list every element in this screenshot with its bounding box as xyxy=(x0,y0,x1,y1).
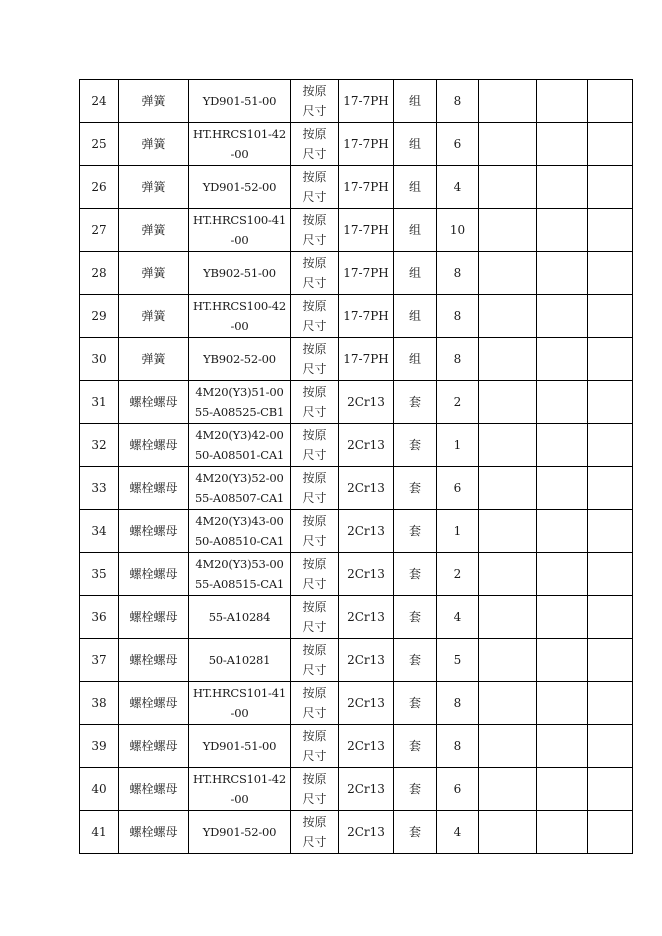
drawing-code-cell xyxy=(189,123,291,166)
table-body xyxy=(80,80,633,854)
drawing-code-cell-line: -00 xyxy=(230,233,249,247)
empty-cell xyxy=(479,166,537,209)
row-number-cell: 33 xyxy=(80,467,119,510)
row-number-cell: 40 xyxy=(80,768,119,811)
spec-cell xyxy=(291,596,339,639)
drawing-code-cell xyxy=(189,811,291,854)
unit-cell: 组 xyxy=(394,80,437,123)
spec-cell-line: 尺寸 xyxy=(302,190,327,204)
spec-cell xyxy=(291,209,339,252)
table-row xyxy=(80,467,633,510)
parts-table xyxy=(79,79,633,854)
empty-cell xyxy=(479,338,537,381)
spec-cell-line: 按原 xyxy=(302,600,327,614)
empty-cell xyxy=(537,682,588,725)
unit-cell: 套 xyxy=(394,639,437,682)
drawing-code-cell-line: 50-A10281 xyxy=(208,653,271,667)
drawing-code-cell xyxy=(189,596,291,639)
spec-cell-line: 按原 xyxy=(302,428,327,442)
quantity-cell: 8 xyxy=(437,682,479,725)
spec-cell-line: 按原 xyxy=(302,170,327,184)
spec-cell-line: 尺寸 xyxy=(302,663,327,677)
spec-cell-line: 尺寸 xyxy=(302,362,327,376)
table-row xyxy=(80,338,633,381)
empty-cell xyxy=(479,467,537,510)
quantity-cell: 2 xyxy=(437,553,479,596)
table-row xyxy=(80,510,633,553)
spec-cell xyxy=(291,424,339,467)
empty-cell xyxy=(537,553,588,596)
empty-cell xyxy=(588,424,633,467)
spec-cell-line: 尺寸 xyxy=(302,577,327,591)
empty-cell xyxy=(479,682,537,725)
table-row xyxy=(80,424,633,467)
spec-cell xyxy=(291,123,339,166)
part-name-cell: 螺栓螺母 xyxy=(119,467,189,510)
quantity-cell: 8 xyxy=(437,80,479,123)
drawing-code-cell xyxy=(189,166,291,209)
empty-cell xyxy=(588,553,633,596)
quantity-cell: 4 xyxy=(437,596,479,639)
drawing-code-cell-line: 55-A08515-CA1 xyxy=(194,577,285,591)
spec-cell-line: 尺寸 xyxy=(302,448,327,462)
quantity-cell: 1 xyxy=(437,424,479,467)
empty-cell xyxy=(588,123,633,166)
spec-cell-line: 按原 xyxy=(302,557,327,571)
part-name-cell: 弹簧 xyxy=(119,338,189,381)
spec-cell-line: 按原 xyxy=(302,127,327,141)
quantity-cell: 5 xyxy=(437,639,479,682)
row-number-cell: 31 xyxy=(80,381,119,424)
quantity-cell: 8 xyxy=(437,725,479,768)
table-row xyxy=(80,80,633,123)
spec-cell-line: 尺寸 xyxy=(302,104,327,118)
row-number-cell: 39 xyxy=(80,725,119,768)
empty-cell xyxy=(537,166,588,209)
empty-cell xyxy=(588,80,633,123)
empty-cell xyxy=(537,725,588,768)
row-number-cell: 32 xyxy=(80,424,119,467)
drawing-code-cell-line: YB902-51-00 xyxy=(203,266,276,280)
row-number-cell: 25 xyxy=(80,123,119,166)
empty-cell xyxy=(537,510,588,553)
spec-cell-line: 按原 xyxy=(302,342,327,356)
empty-cell xyxy=(537,123,588,166)
drawing-code-cell-line: -00 xyxy=(230,147,249,161)
drawing-code-cell-line: 4M20(Y3)42-00 xyxy=(195,428,284,442)
part-name-cell: 螺栓螺母 xyxy=(119,381,189,424)
quantity-cell: 8 xyxy=(437,338,479,381)
unit-cell: 套 xyxy=(394,682,437,725)
drawing-code-cell-line: 4M20(Y3)43-00 xyxy=(195,514,284,528)
row-number-cell: 37 xyxy=(80,639,119,682)
row-number-cell: 34 xyxy=(80,510,119,553)
material-cell: 2Cr13 xyxy=(339,467,394,510)
drawing-code-cell-line: 55-A10284 xyxy=(208,610,271,624)
spec-cell-line: 尺寸 xyxy=(302,233,327,247)
unit-cell: 组 xyxy=(394,295,437,338)
spec-cell xyxy=(291,682,339,725)
empty-cell xyxy=(537,295,588,338)
unit-cell: 套 xyxy=(394,553,437,596)
material-cell: 17-7PH xyxy=(339,166,394,209)
drawing-code-cell xyxy=(189,209,291,252)
drawing-code-cell-line: 55-A08507-CA1 xyxy=(194,491,285,505)
spec-cell xyxy=(291,80,339,123)
table-row xyxy=(80,295,633,338)
part-name-cell: 螺栓螺母 xyxy=(119,725,189,768)
part-name-cell: 弹簧 xyxy=(119,80,189,123)
spec-cell xyxy=(291,252,339,295)
part-name-cell: 螺栓螺母 xyxy=(119,510,189,553)
spec-cell xyxy=(291,639,339,682)
empty-cell xyxy=(537,467,588,510)
table-row xyxy=(80,381,633,424)
unit-cell: 套 xyxy=(394,424,437,467)
part-name-cell: 弹簧 xyxy=(119,252,189,295)
unit-cell: 组 xyxy=(394,338,437,381)
table-row xyxy=(80,166,633,209)
quantity-cell: 8 xyxy=(437,295,479,338)
table-row xyxy=(80,768,633,811)
material-cell: 17-7PH xyxy=(339,209,394,252)
empty-cell xyxy=(588,768,633,811)
spec-cell-line: 按原 xyxy=(302,299,327,313)
empty-cell xyxy=(479,295,537,338)
quantity-cell: 6 xyxy=(437,467,479,510)
material-cell: 2Cr13 xyxy=(339,596,394,639)
drawing-code-cell-line: 4M20(Y3)53-00 xyxy=(195,557,284,571)
unit-cell: 套 xyxy=(394,768,437,811)
drawing-code-cell xyxy=(189,682,291,725)
drawing-code-cell-line: YD901-52-00 xyxy=(202,180,277,194)
spec-cell-line: 按原 xyxy=(302,729,327,743)
empty-cell xyxy=(588,209,633,252)
material-cell: 17-7PH xyxy=(339,252,394,295)
drawing-code-cell-line: 4M20(Y3)51-00 xyxy=(195,385,284,399)
empty-cell xyxy=(588,510,633,553)
drawing-code-cell-line: HT.HRCS101-41 xyxy=(193,686,286,700)
quantity-cell: 4 xyxy=(437,811,479,854)
drawing-code-cell-line: HT.HRCS100-42 xyxy=(193,299,286,313)
part-name-cell: 螺栓螺母 xyxy=(119,768,189,811)
spec-cell xyxy=(291,166,339,209)
empty-cell xyxy=(537,596,588,639)
part-name-cell: 螺栓螺母 xyxy=(119,553,189,596)
material-cell: 17-7PH xyxy=(339,295,394,338)
unit-cell: 组 xyxy=(394,123,437,166)
table-row xyxy=(80,553,633,596)
unit-cell: 套 xyxy=(394,467,437,510)
spec-cell-line: 尺寸 xyxy=(302,706,327,720)
spec-cell-line: 按原 xyxy=(302,256,327,270)
unit-cell: 组 xyxy=(394,252,437,295)
material-cell: 2Cr13 xyxy=(339,510,394,553)
material-cell: 2Cr13 xyxy=(339,682,394,725)
empty-cell xyxy=(537,252,588,295)
unit-cell: 套 xyxy=(394,596,437,639)
material-cell: 2Cr13 xyxy=(339,553,394,596)
spec-cell-line: 尺寸 xyxy=(302,491,327,505)
quantity-cell: 10 xyxy=(437,209,479,252)
table-row xyxy=(80,725,633,768)
spec-cell-line: 尺寸 xyxy=(302,319,327,333)
drawing-code-cell-line: 50-A08501-CA1 xyxy=(194,448,285,462)
material-cell: 2Cr13 xyxy=(339,725,394,768)
spec-cell xyxy=(291,381,339,424)
row-number-cell: 36 xyxy=(80,596,119,639)
spec-cell xyxy=(291,811,339,854)
material-cell: 2Cr13 xyxy=(339,424,394,467)
drawing-code-cell xyxy=(189,510,291,553)
empty-cell xyxy=(479,209,537,252)
empty-cell xyxy=(479,424,537,467)
spec-cell-line: 尺寸 xyxy=(302,620,327,634)
quantity-cell: 6 xyxy=(437,123,479,166)
unit-cell: 组 xyxy=(394,209,437,252)
spec-cell-line: 尺寸 xyxy=(302,405,327,419)
empty-cell xyxy=(537,768,588,811)
drawing-code-cell-line: -00 xyxy=(230,706,249,720)
spec-cell-line: 按原 xyxy=(302,772,327,786)
empty-cell xyxy=(537,209,588,252)
drawing-code-cell xyxy=(189,639,291,682)
drawing-code-cell-line: YB902-52-00 xyxy=(203,352,276,366)
spec-cell xyxy=(291,467,339,510)
unit-cell: 组 xyxy=(394,166,437,209)
unit-cell: 套 xyxy=(394,510,437,553)
row-number-cell: 30 xyxy=(80,338,119,381)
empty-cell xyxy=(479,639,537,682)
drawing-code-cell xyxy=(189,381,291,424)
spec-cell-line: 尺寸 xyxy=(302,835,327,849)
empty-cell xyxy=(479,252,537,295)
drawing-code-cell xyxy=(189,553,291,596)
material-cell: 17-7PH xyxy=(339,338,394,381)
spec-cell-line: 按原 xyxy=(302,686,327,700)
part-name-cell: 弹簧 xyxy=(119,209,189,252)
table-row xyxy=(80,596,633,639)
empty-cell xyxy=(588,682,633,725)
spec-cell xyxy=(291,725,339,768)
empty-cell xyxy=(588,166,633,209)
drawing-code-cell xyxy=(189,338,291,381)
spec-cell-line: 按原 xyxy=(302,213,327,227)
empty-cell xyxy=(479,725,537,768)
empty-cell xyxy=(588,639,633,682)
spec-cell xyxy=(291,338,339,381)
empty-cell xyxy=(588,811,633,854)
material-cell: 2Cr13 xyxy=(339,811,394,854)
spec-cell-line: 按原 xyxy=(302,815,327,829)
row-number-cell: 24 xyxy=(80,80,119,123)
empty-cell xyxy=(479,381,537,424)
spec-cell-line: 尺寸 xyxy=(302,792,327,806)
drawing-code-cell xyxy=(189,725,291,768)
part-name-cell: 弹簧 xyxy=(119,295,189,338)
drawing-code-cell-line: 50-A08510-CA1 xyxy=(194,534,285,548)
empty-cell xyxy=(588,725,633,768)
empty-cell xyxy=(588,338,633,381)
quantity-cell: 1 xyxy=(437,510,479,553)
spec-cell-line: 按原 xyxy=(302,471,327,485)
empty-cell xyxy=(537,338,588,381)
drawing-code-cell xyxy=(189,467,291,510)
drawing-code-cell xyxy=(189,252,291,295)
empty-cell xyxy=(537,381,588,424)
table-row xyxy=(80,639,633,682)
material-cell: 17-7PH xyxy=(339,123,394,166)
unit-cell: 套 xyxy=(394,811,437,854)
drawing-code-cell-line: 4M20(Y3)52-00 xyxy=(195,471,284,485)
empty-cell xyxy=(588,467,633,510)
quantity-cell: 4 xyxy=(437,166,479,209)
empty-cell xyxy=(479,596,537,639)
row-number-cell: 38 xyxy=(80,682,119,725)
drawing-code-cell-line: YD901-51-00 xyxy=(202,739,277,753)
table-row xyxy=(80,252,633,295)
drawing-code-cell xyxy=(189,80,291,123)
table-row xyxy=(80,209,633,252)
part-name-cell: 螺栓螺母 xyxy=(119,596,189,639)
drawing-code-cell-line: YD901-51-00 xyxy=(202,94,277,108)
table-row xyxy=(80,811,633,854)
empty-cell xyxy=(479,123,537,166)
spec-cell xyxy=(291,768,339,811)
empty-cell xyxy=(479,768,537,811)
quantity-cell: 2 xyxy=(437,381,479,424)
drawing-code-cell-line: -00 xyxy=(230,792,249,806)
table-row xyxy=(80,682,633,725)
spec-cell-line: 按原 xyxy=(302,643,327,657)
spec-cell-line: 按原 xyxy=(302,385,327,399)
empty-cell xyxy=(479,553,537,596)
part-name-cell: 螺栓螺母 xyxy=(119,639,189,682)
drawing-code-cell xyxy=(189,768,291,811)
row-number-cell: 28 xyxy=(80,252,119,295)
drawing-code-cell-line: 55-A08525-CB1 xyxy=(194,405,285,419)
table-row xyxy=(80,123,633,166)
part-name-cell: 螺栓螺母 xyxy=(119,424,189,467)
spec-cell-line: 尺寸 xyxy=(302,534,327,548)
empty-cell xyxy=(588,596,633,639)
drawing-code-cell-line: HT.HRCS100-41 xyxy=(193,213,286,227)
material-cell: 2Cr13 xyxy=(339,639,394,682)
drawing-code-cell xyxy=(189,295,291,338)
spec-cell xyxy=(291,295,339,338)
empty-cell xyxy=(588,252,633,295)
empty-cell xyxy=(588,295,633,338)
empty-cell xyxy=(537,639,588,682)
material-cell: 2Cr13 xyxy=(339,768,394,811)
spec-cell-line: 尺寸 xyxy=(302,147,327,161)
drawing-code-cell-line: YD901-52-00 xyxy=(202,825,277,839)
spec-cell xyxy=(291,510,339,553)
spec-cell-line: 按原 xyxy=(302,514,327,528)
quantity-cell: 6 xyxy=(437,768,479,811)
empty-cell xyxy=(479,811,537,854)
drawing-code-cell-line: -00 xyxy=(230,319,249,333)
material-cell: 2Cr13 xyxy=(339,381,394,424)
empty-cell xyxy=(537,424,588,467)
row-number-cell: 26 xyxy=(80,166,119,209)
spec-cell xyxy=(291,553,339,596)
unit-cell: 套 xyxy=(394,725,437,768)
spec-cell-line: 尺寸 xyxy=(302,276,327,290)
empty-cell xyxy=(588,381,633,424)
part-name-cell: 弹簧 xyxy=(119,166,189,209)
row-number-cell: 29 xyxy=(80,295,119,338)
empty-cell xyxy=(479,510,537,553)
quantity-cell: 8 xyxy=(437,252,479,295)
drawing-code-cell-line: HT.HRCS101-42 xyxy=(193,127,286,141)
row-number-cell: 35 xyxy=(80,553,119,596)
drawing-code-cell-line: HT.HRCS101-42 xyxy=(193,772,286,786)
part-name-cell: 螺栓螺母 xyxy=(119,811,189,854)
empty-cell xyxy=(537,80,588,123)
row-number-cell: 27 xyxy=(80,209,119,252)
part-name-cell: 弹簧 xyxy=(119,123,189,166)
unit-cell: 套 xyxy=(394,381,437,424)
material-cell: 17-7PH xyxy=(339,80,394,123)
row-number-cell: 41 xyxy=(80,811,119,854)
spec-cell-line: 按原 xyxy=(302,84,327,98)
empty-cell xyxy=(479,80,537,123)
drawing-code-cell xyxy=(189,424,291,467)
part-name-cell: 螺栓螺母 xyxy=(119,682,189,725)
empty-cell xyxy=(537,811,588,854)
spec-cell-line: 尺寸 xyxy=(302,749,327,763)
